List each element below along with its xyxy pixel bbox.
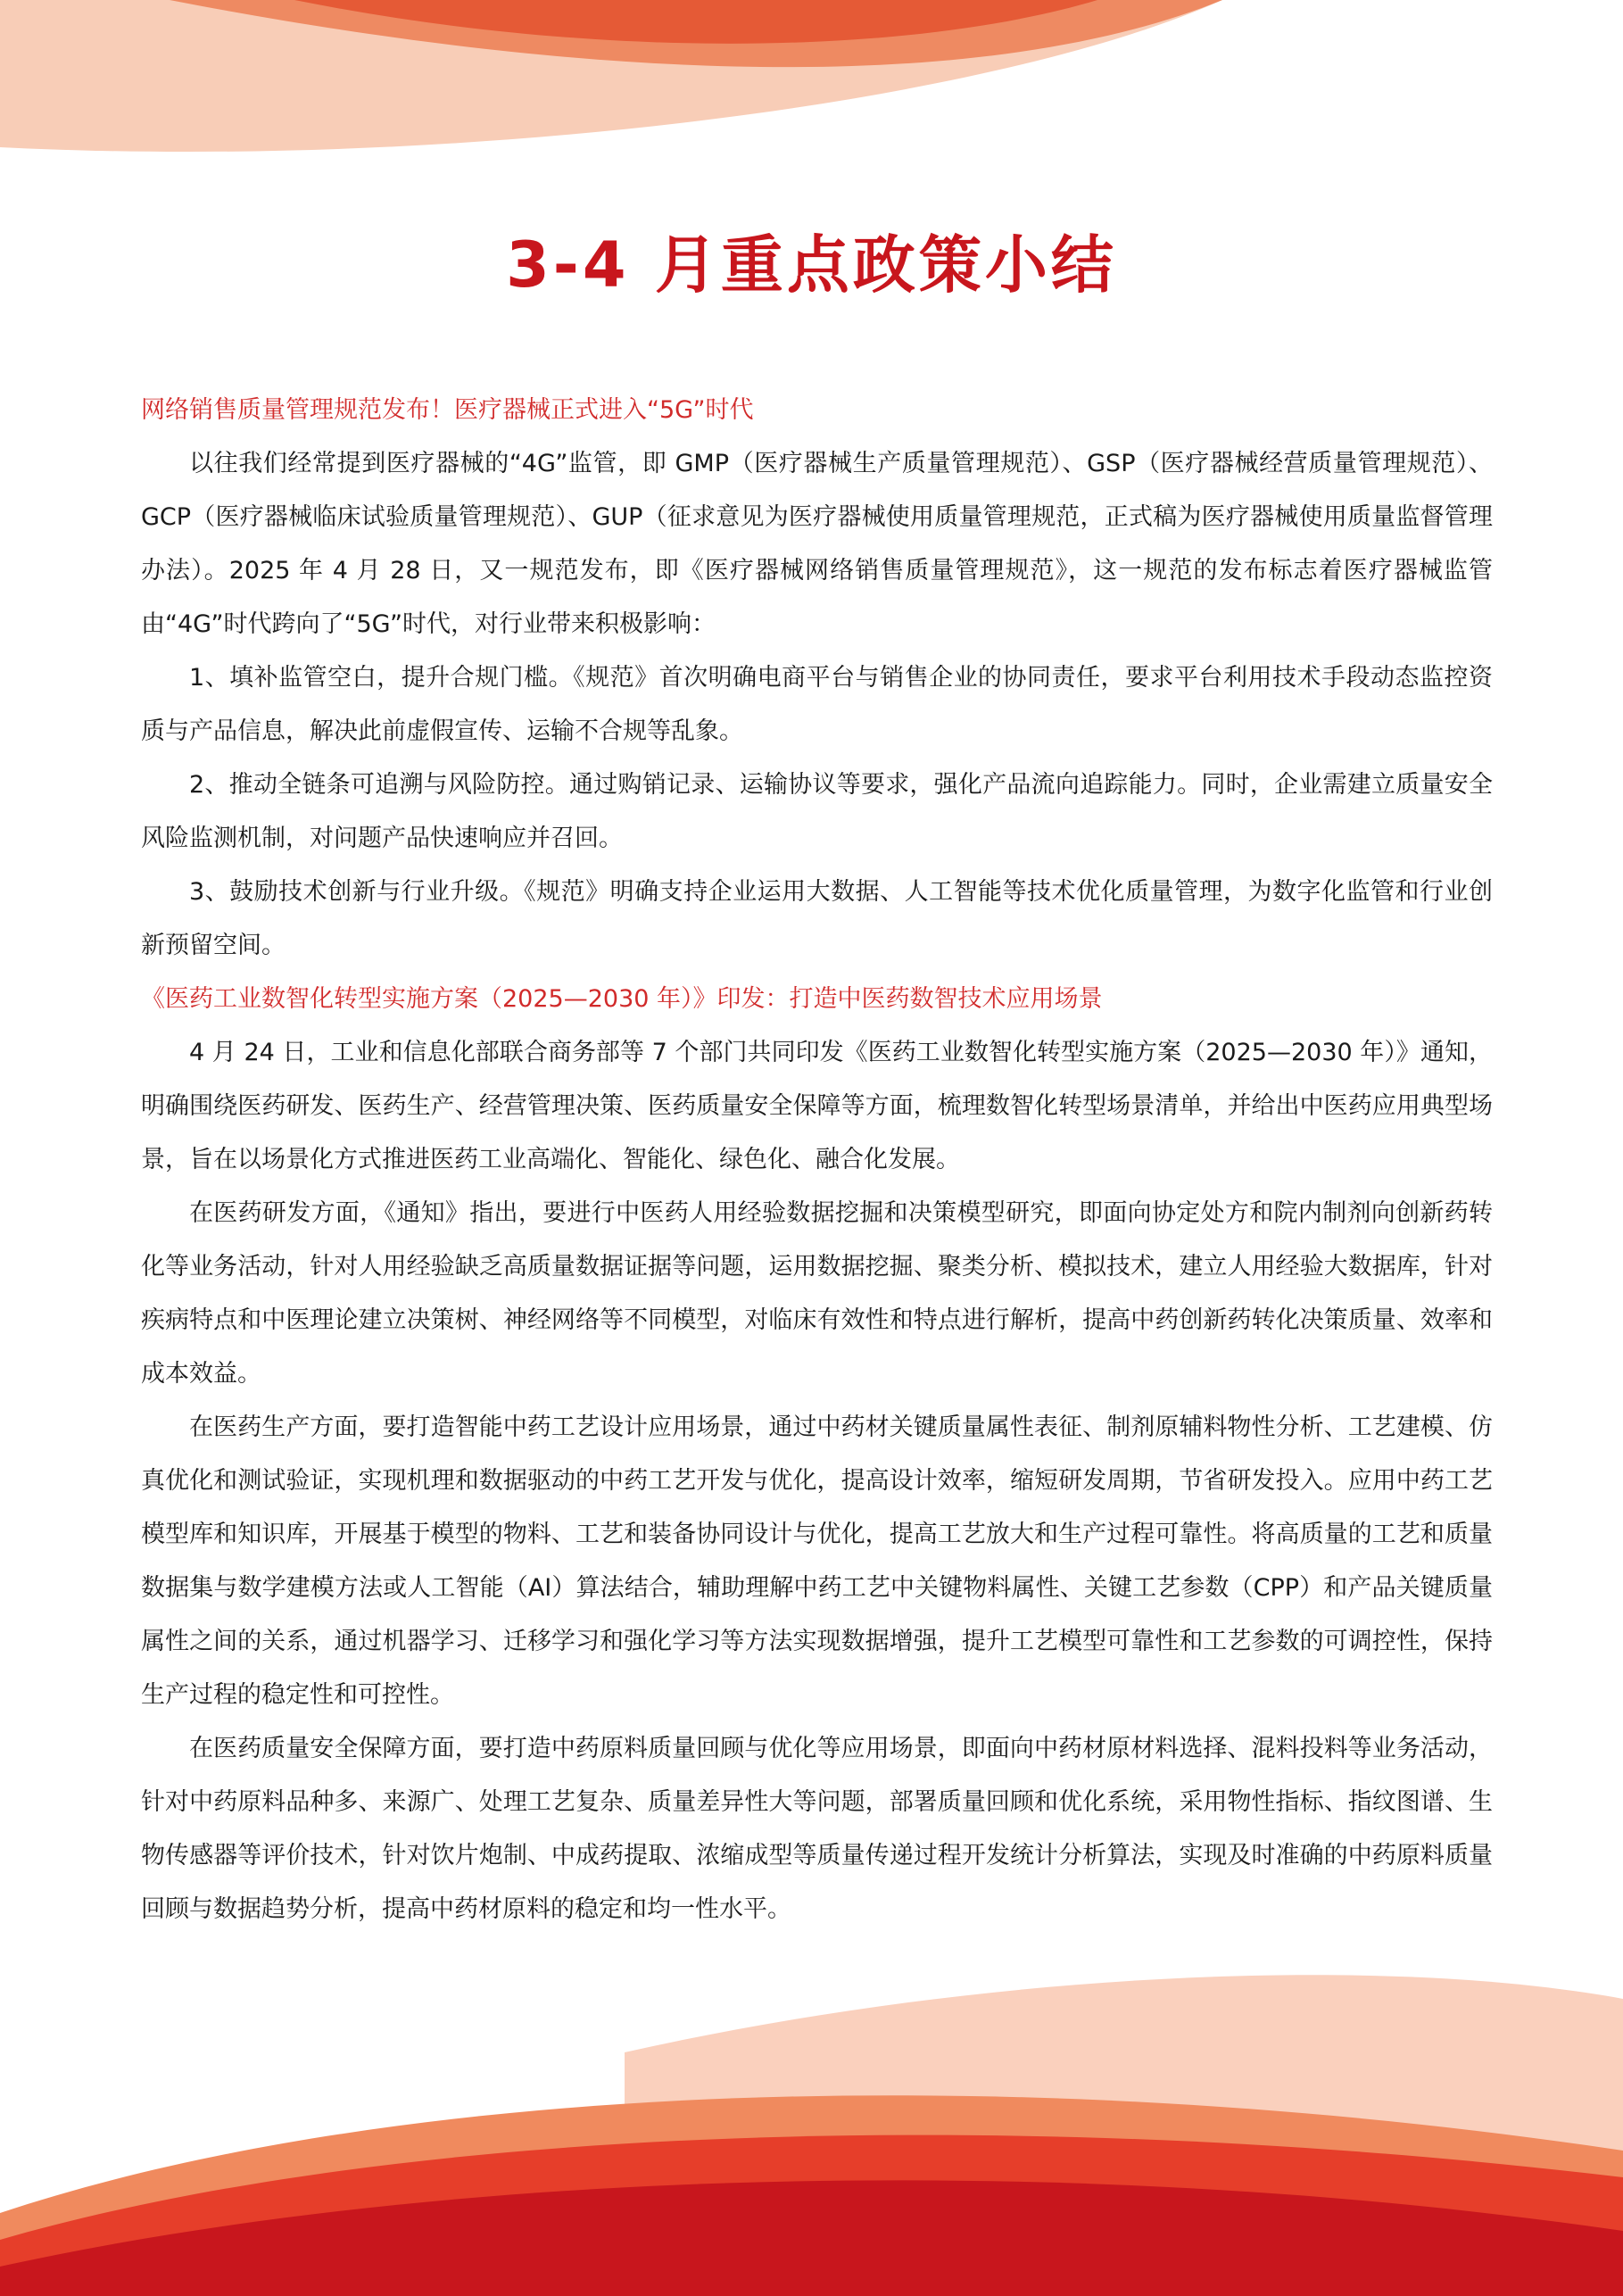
paragraph: 4 月 24 日，工业和信息化部联合商务部等 7 个部门共同印发《医药工业数智化转型实施方案（2025—2030 年）》通知，明确围绕医药研发、医药生产、经营管理决策、医药质量安全保障等方面，梳理数智化转型场景清单，并给出中医药应用典型场景，旨在以场景化方式推进医药工业高端化、智能化、绿色化、融合化发展。: [141, 1039, 1493, 1173]
section-heading: 《医药工业数智化转型实施方案（2025—2030 年）》印发：打造中医药数智技术应用场景: [141, 985, 1103, 1013]
section-heading: 网络销售质量管理规范发布！医疗器械正式进入“5G”时代: [141, 396, 754, 424]
paragraph: 在医药研发方面，《通知》指出，要进行中医药人用经验数据挖掘和决策模型研究，即面向协定处方和院内制剂向创新药转化等业务活动，针对人用经验缺乏高质量数据证据等问题，运用数据挖掘、聚类分析、模拟技术，建立人用经验大数据库，针对疾病特点和中医理论建立决策树、神经网络等不同模型，对临床有效性和特点进行解析，提高中药创新药转化决策质量、效率和成本效益。: [141, 1199, 1493, 1388]
paragraph: 3、鼓励技术创新与行业升级。《规范》明确支持企业运用大数据、人工智能等技术优化质量管理，为数字化监管和行业创新预留空间。: [141, 878, 1493, 959]
paragraph: 在医药生产方面，要打造智能中药工艺设计应用场景，通过中药材关键质量属性表征、制剂原辅料物性分析、工艺建模、仿真优化和测试验证，实现机理和数据驱动的中药工艺开发与优化，提高设计效率，缩短研发周期，节省研发投入。应用中药工艺模型库和知识库，开展基于模型的物料、工艺和装备协同设计与优化，提高工艺放大和生产过程可靠性。将高质量的工艺和质量数据集与数学建模方法或人工智能（AI）算法结合，辅助理解中药工艺中关键物料属性、关键工艺参数（CPP）和产品关键质量属性之间的关系，通过机器学习、迁移学习和强化学习等方法实现数据增强，提升工艺模型可靠性和工艺参数的可调控性，保持生产过程的稳定性和可控性。: [141, 1413, 1493, 1709]
paragraph: 在医药质量安全保障方面，要打造中药原料质量回顾与优化等应用场景，即面向中药材原材料选择、混料投料等业务活动，针对中药原料品种多、来源广、处理工艺复杂、质量差异性大等问题，部署质量回顾和优化系统，采用物性指标、指纹图谱、生物传感器等评价技术，针对饮片炮制、中成药提取、浓缩成型等质量传递过程开发统计分析算法，实现及时准确的中药原料质量回顾与数据趋势分析，提高中药材原料的稳定和均一性水平。: [141, 1735, 1493, 1923]
bottom-wave-decoration: [0, 1945, 1623, 2296]
paragraph: 2、推动全链条可追溯与风险防控。通过购销记录、运输协议等要求，强化产品流向追踪能力。同时，企业需建立质量安全风险监测机制，对问题产品快速响应并召回。: [141, 771, 1493, 852]
paragraph: 1、填补监管空白，提升合规门槛。《规范》首次明确电商平台与销售企业的协同责任，要求平台利用技术手段动态监控资质与产品信息，解决此前虚假宣传、运输不合规等乱象。: [141, 664, 1493, 745]
document-body: [141, 384, 1493, 1936]
page-title: 3-4 月重点政策小结: [506, 228, 1117, 302]
paragraph: 以往我们经常提到医疗器械的“4G”监管，即 GMP（医疗器械生产质量管理规范）、GSP（医疗器械经营质量管理规范）、GCP（医疗器械临床试验质量管理规范）、GUP（征求意见为医疗器械使用质量管理规范，正式稿为医疗器械使用质量监督管理办法）。2025 年 4 月 28 日，又一规范发布，即《医疗器械网络销售质量管理规范》，这一规范的发布标志着医疗器械监管由“4G”时代跨向了“5G”时代，对行业带来积极影响：: [141, 450, 1493, 638]
top-wave-decoration: [0, 0, 1623, 170]
